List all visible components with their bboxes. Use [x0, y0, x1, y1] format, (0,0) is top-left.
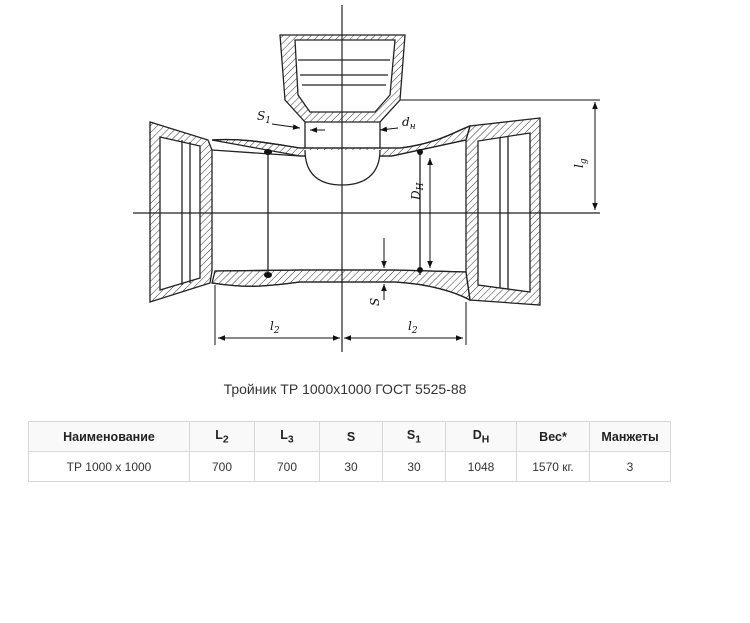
l2-right-label: $l_2$: [408, 319, 418, 336]
lg-label: $l_g$: [572, 158, 589, 168]
spec-table: [28, 421, 671, 482]
col-header-weight: Вес*: [517, 422, 590, 452]
col-header-name: Наименование: [29, 422, 190, 452]
cell-l3: 700: [255, 452, 320, 482]
col-header-s1: $S_1$: [383, 422, 446, 452]
cell-cuffs: 3: [590, 452, 671, 482]
s-label: S: [368, 297, 382, 306]
drawing-caption: Тройник ТР 1000х1000 ГОСТ 5525-88: [223, 381, 467, 397]
s1-label: $S_1$: [257, 109, 271, 126]
cell-dh: 1048: [446, 452, 517, 482]
cell-l2: 700: [190, 452, 255, 482]
cell-weight: 1570 кг.: [517, 452, 590, 482]
col-header-l3: $L_3$: [255, 422, 320, 452]
col-header-s: S: [320, 422, 383, 452]
dn-label: $d_н$: [402, 115, 416, 132]
col-header-dh: $D_H$: [446, 422, 517, 452]
cell-s1: 30: [383, 452, 446, 482]
col-header-l2: $L_2$: [190, 422, 255, 452]
l2-left-label: $l_2$: [270, 319, 280, 336]
table-row: [29, 452, 671, 482]
cell-name: ТР 1000 х 1000: [29, 452, 190, 482]
table-header-row: [29, 422, 671, 452]
cell-s: 30: [320, 452, 383, 482]
col-header-cuffs: Манжеты: [590, 422, 671, 452]
dh-label: $D_H$: [409, 182, 426, 200]
